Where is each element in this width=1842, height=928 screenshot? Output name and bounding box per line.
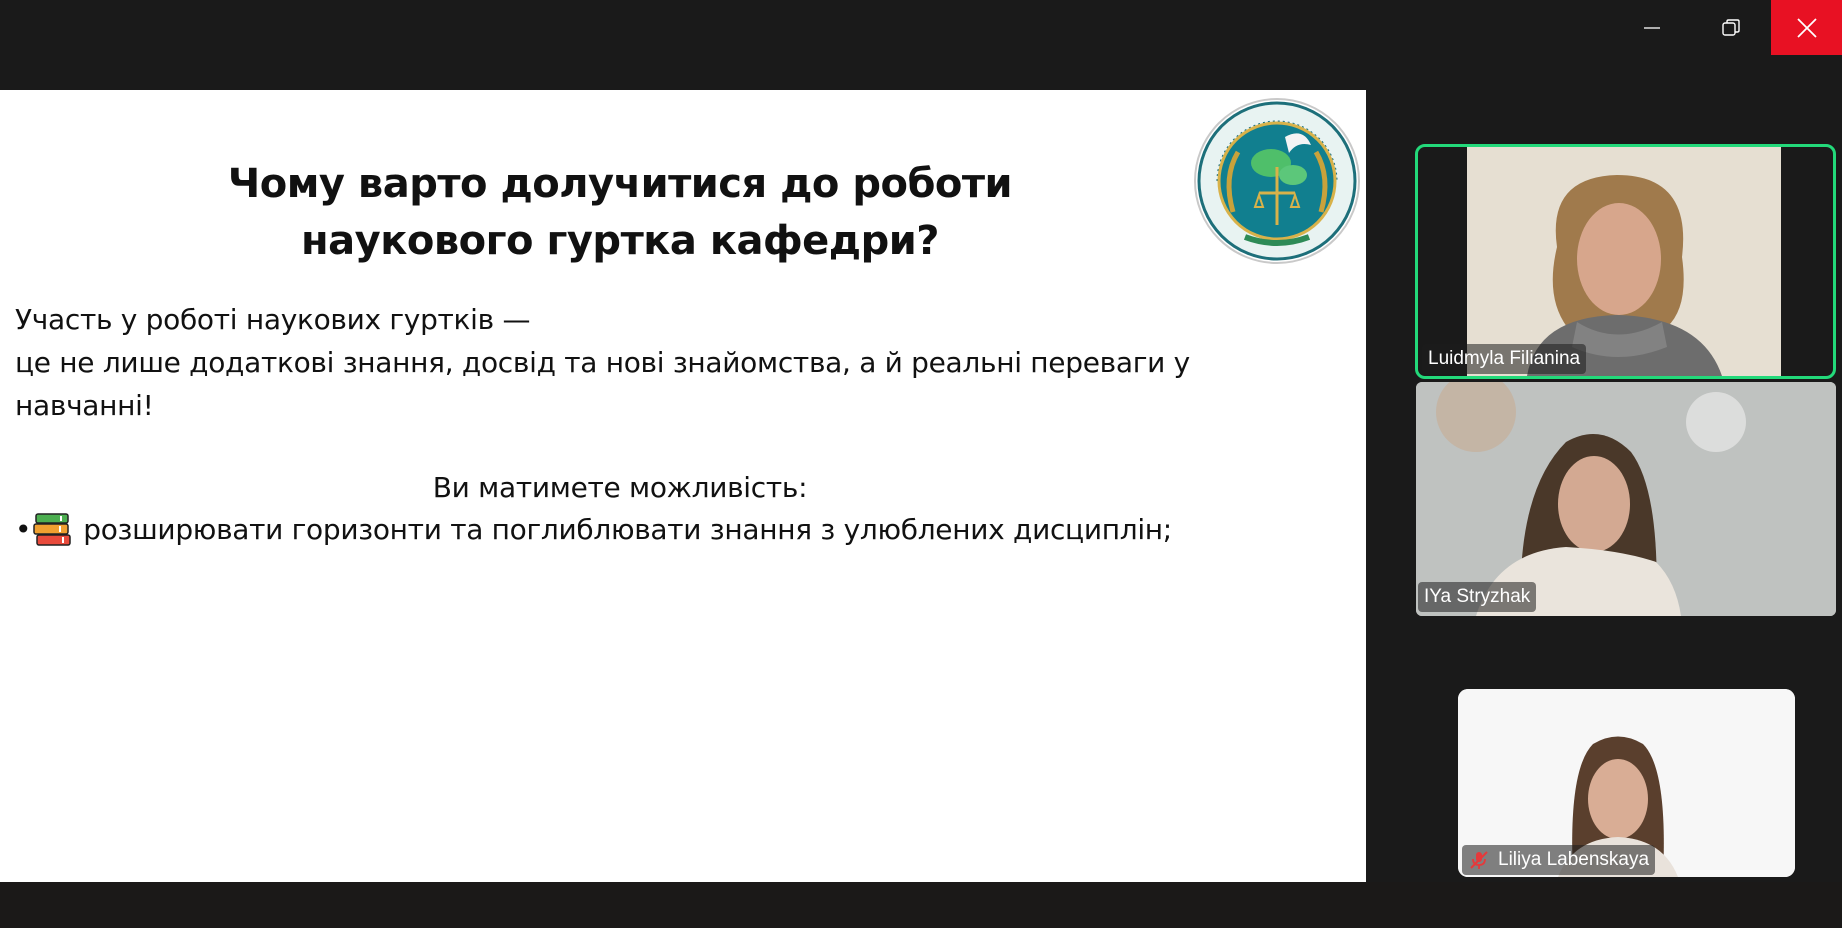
title-bar [0,0,1842,90]
bullet-item [15,508,1335,551]
participant-name-label [1462,845,1655,875]
participant-gallery [1366,90,1842,882]
participant-video-image [1467,147,1781,376]
department-emblem-icon [1193,97,1361,265]
participant-name: Liliya Labenskaya [1498,849,1650,870]
participant-video-image [1416,382,1836,616]
bottom-bar [0,882,1842,928]
slide-title-line: Чому варто долучитися до роботи [227,161,1013,207]
intro-paragraph [15,298,1335,427]
intro-line: Участь у роботі наукових гуртків — [15,303,531,336]
restore-button[interactable] [1696,0,1766,55]
participant-name-label: IYa Stryzhak [1418,582,1536,612]
slide-title-line: наукового гуртка кафедри? [301,218,939,264]
books-icon [33,512,73,548]
participant-tile[interactable] [1415,144,1836,379]
bullet-marker: • [15,513,32,546]
shared-slide [0,90,1366,882]
intro-line: це не лише додаткові знання, досвід та нові знайомства, а й реальні переваги у [15,346,1190,379]
slide-title [200,156,1040,270]
intro-line: навчанні! [15,389,154,422]
close-button[interactable] [1771,0,1842,55]
minimize-icon [1642,18,1662,38]
mic-muted-icon [1468,849,1490,871]
participant-video [1467,147,1781,376]
close-icon [1796,17,1818,39]
opportunity-heading: Ви матимете можливість: [432,471,808,504]
participant-tile[interactable] [1458,689,1795,877]
minimize-button[interactable] [1617,0,1687,55]
participant-tile[interactable] [1416,382,1836,616]
bullet-text: розширювати горизонти та поглиблювати знання з улюблених дисциплін; [83,513,1172,546]
participant-name-label: Luidmyla Filianina [1422,344,1586,374]
restore-icon [1721,18,1741,38]
